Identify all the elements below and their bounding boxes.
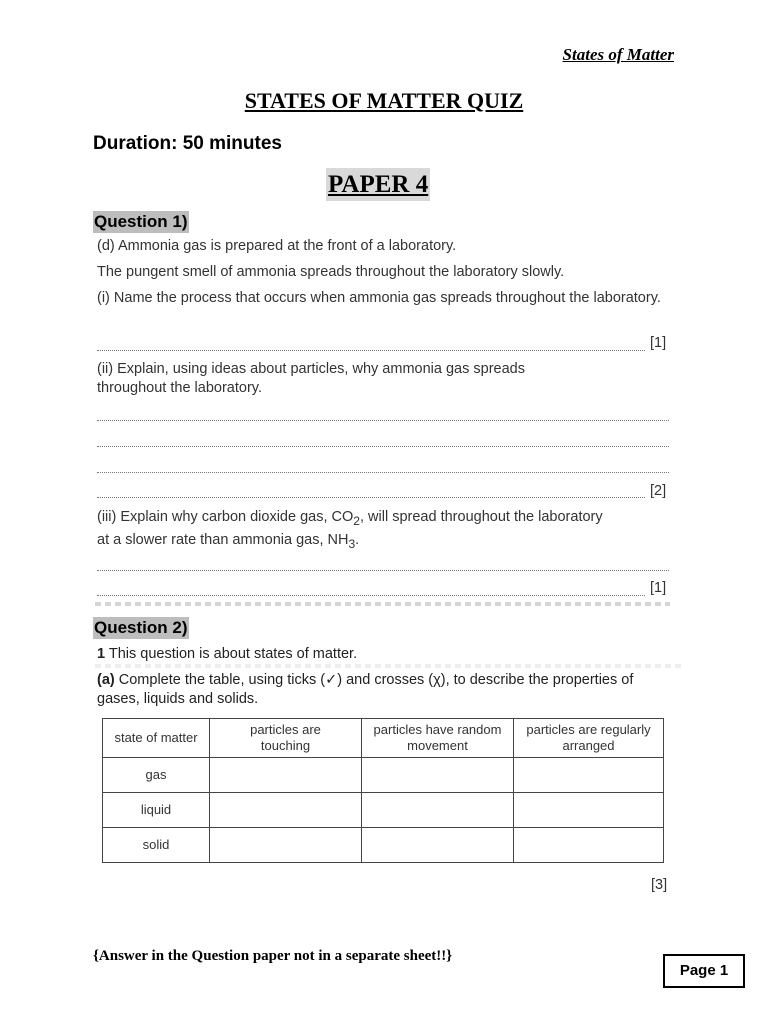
q2-part-a-label: (a) xyxy=(97,672,115,688)
q1-part-iii-text-a: (iii) Explain why carbon dioxide gas, CO xyxy=(97,509,354,525)
q1-intro-line-1: (d) Ammonia gas is prepared at the front of a laboratory. xyxy=(97,238,457,254)
paper-label: PAPER 4 xyxy=(326,168,430,201)
table-row xyxy=(103,828,664,863)
q1-part-i: (i) Name the process that occurs when ammonia gas spreads throughout the laboratory. xyxy=(97,290,661,306)
table-header: particles are regularly arranged xyxy=(514,719,664,758)
table-header: particles have random movement xyxy=(362,719,514,758)
answer-line[interactable] xyxy=(97,581,645,596)
answer-cell[interactable] xyxy=(210,793,362,828)
answer-cell[interactable] xyxy=(362,828,514,863)
q1-part-i-marks: [1] xyxy=(650,335,667,351)
scan-divider xyxy=(95,602,670,606)
footer-note: {Answer in the Question paper not in a separate sheet!!} xyxy=(93,948,453,964)
question-1-heading: Question 1) xyxy=(94,212,188,231)
answer-line[interactable] xyxy=(97,336,645,351)
q2-intro-text: This question is about states of matter. xyxy=(108,646,358,662)
question-2-heading: Question 2) xyxy=(94,618,188,637)
page-title: STATES OF MATTER QUIZ xyxy=(244,88,524,113)
row-label-solid: solid xyxy=(103,828,210,863)
answer-line[interactable] xyxy=(97,556,669,571)
properties-table xyxy=(102,718,664,863)
q1-part-iii-text-c: . xyxy=(355,531,360,548)
q1-part-iii-marks: [1] xyxy=(650,580,667,596)
answer-line[interactable] xyxy=(97,432,669,447)
answer-cell[interactable] xyxy=(514,793,664,828)
answer-line[interactable] xyxy=(97,458,669,473)
answer-cell[interactable] xyxy=(514,758,664,793)
answer-cell[interactable] xyxy=(362,758,514,793)
answer-cell[interactable] xyxy=(362,793,514,828)
header-topic: States of Matter xyxy=(562,45,674,64)
table-row xyxy=(103,793,664,828)
q1-part-iii xyxy=(97,508,617,554)
q1-intro-line-2: The pungent smell of ammonia spreads throughout the laboratory slowly. xyxy=(97,264,565,280)
page-number: Page 1 xyxy=(663,954,745,988)
row-label-liquid: liquid xyxy=(103,793,210,828)
table-header-row xyxy=(103,719,664,758)
q2-number: 1 xyxy=(97,646,106,662)
scan-divider xyxy=(95,664,685,668)
q2-intro xyxy=(97,645,677,664)
co2-subscript: 2 xyxy=(353,513,360,528)
row-label-gas: gas xyxy=(103,758,210,793)
nh3-subscript: 3 xyxy=(348,536,356,551)
answer-line[interactable] xyxy=(97,406,669,421)
answer-cell[interactable] xyxy=(210,758,362,793)
table-header: state of matter xyxy=(103,719,210,758)
duration-label: Duration: 50 minutes xyxy=(93,133,282,154)
q1-part-ii: (ii) Explain, using ideas about particles, why ammonia gas spreads throughout the laboratory. xyxy=(97,361,525,396)
table-row xyxy=(103,758,664,793)
table-header: particles are touching xyxy=(210,719,362,758)
answer-cell[interactable] xyxy=(514,828,664,863)
q2-marks: [3] xyxy=(651,877,668,893)
q2-part-a-text: Complete the table, using ticks (✓) and crosses (χ), to describe the properties of gases, liquids and solids. xyxy=(97,672,634,707)
q1-part-ii-marks: [2] xyxy=(650,483,667,499)
answer-cell[interactable] xyxy=(210,828,362,863)
answer-line[interactable] xyxy=(97,483,645,498)
q2-part-a xyxy=(97,671,642,709)
q1-part-iii-text-b: , will spread throughout the laboratory at a slower rate than ammonia gas, NH xyxy=(97,509,603,548)
